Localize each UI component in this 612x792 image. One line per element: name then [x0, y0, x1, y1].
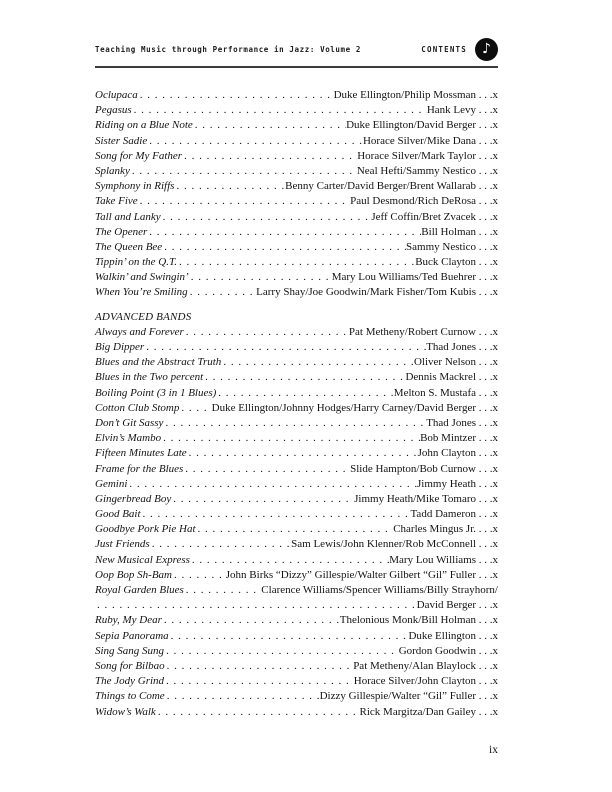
dot-leader: [182, 149, 357, 164]
toc-entry-title: Things to Come: [95, 690, 165, 703]
toc-entry-title: Splanky: [95, 164, 130, 177]
toc-entry-title: Blues and the Abstract Truth: [95, 356, 222, 369]
toc-entry-title: Good Bait: [95, 508, 141, 521]
dot-leader: [147, 134, 363, 149]
toc-entry-page: . . .x: [476, 195, 498, 208]
toc-entry: [95, 446, 498, 461]
toc-entry-page: . . .x: [476, 134, 498, 147]
toc-entry: [95, 401, 498, 416]
toc-entry-title: Just Friends: [95, 538, 150, 551]
dot-leader: [169, 629, 409, 644]
toc-entry-credits: Bill Holman: [421, 225, 476, 238]
dot-leader: [172, 568, 226, 583]
dot-leader: [183, 462, 350, 477]
dot-leader: [141, 507, 411, 522]
dot-leader: [156, 705, 360, 720]
book-title: Teaching Music through Performance in Jazz: Volume 2: [95, 44, 361, 54]
toc-entry: [95, 225, 498, 240]
toc-entry-title: Boiling Point (3 in 1 Blues): [95, 386, 217, 399]
toc-entry-credits: Paul Desmond/Rich DeRosa: [350, 195, 476, 208]
toc-entry-credits: David Berger: [416, 599, 476, 612]
toc-entry-credits: Horace Silver/John Clayton: [353, 675, 476, 688]
dot-leader: [164, 644, 399, 659]
toc-entry-page: . . .x: [476, 104, 498, 117]
toc-entry-credits: Rick Margitza/Dan Gailey: [359, 705, 476, 718]
toc-entry-title: Symphony in Riffs: [95, 180, 175, 193]
toc-entry: [95, 477, 498, 492]
toc-entry: [95, 240, 498, 255]
toc-entry: [95, 340, 498, 355]
dot-leader: [190, 553, 389, 568]
dot-leader: [188, 285, 256, 300]
dot-leader: [150, 537, 291, 552]
toc-entry-page: . . .x: [476, 432, 498, 445]
toc-entry: [95, 134, 498, 149]
toc-entry-credits: Larry Shay/Joe Goodwin/Mark Fisher/Tom Kubis: [256, 286, 476, 299]
dot-leader: [144, 340, 426, 355]
toc-entry-page: . . .x: [476, 401, 498, 414]
toc-entry-credits: Dizzy Gillespie/Walter “Gil” Fuller: [319, 690, 476, 703]
toc-entry-title: The Opener: [95, 225, 148, 238]
toc-entry: [95, 270, 498, 285]
toc-entry-credits: Mary Lou Williams: [389, 553, 476, 566]
toc-entry-credits: Pat Metheny/Robert Curnow: [348, 325, 476, 338]
dot-leader: [184, 583, 262, 598]
toc-entry-credits: Gordon Goodwin: [398, 644, 476, 657]
dot-leader: [179, 401, 211, 416]
dot-leader: [196, 522, 394, 537]
toc-entry-credits: John Clayton: [417, 447, 476, 460]
toc-entry: [95, 255, 498, 270]
toc-entry: [95, 210, 498, 225]
dot-leader: [171, 492, 354, 507]
toc-entry-page: . . .x: [476, 210, 498, 223]
dot-leader: [184, 325, 349, 340]
toc-entry-page: . . .x: [476, 386, 498, 399]
dot-leader: [187, 446, 418, 461]
toc-entry: [95, 492, 498, 507]
dot-leader: [163, 416, 426, 431]
toc-entry-title: Cotton Club Stomp: [95, 401, 180, 414]
toc-entry-page: . . .x: [476, 286, 498, 299]
dot-leader: [162, 613, 340, 628]
toc-entry-page: . . .x: [476, 705, 498, 718]
toc-entry-page: . . .x: [476, 119, 498, 132]
toc-entry-page: . . .x: [476, 690, 498, 703]
dot-leader: [132, 103, 427, 118]
toc-entry: [95, 370, 498, 385]
toc-entry-page: . . .x: [476, 568, 498, 581]
toc-entry-page: . . .x: [476, 644, 498, 657]
toc-entry-page: . . .x: [476, 164, 498, 177]
dot-leader: [161, 210, 372, 225]
toc-entry-page: . . .x: [476, 523, 498, 536]
toc-entry-page: . . .x: [476, 614, 498, 627]
toc-entry-page: . . .x: [476, 599, 498, 612]
toc-entry-credits: Duke Ellington/Johnny Hodges/Harry Carney/David Berger: [211, 401, 476, 414]
toc-entry: [95, 568, 498, 583]
dot-leader: [130, 164, 357, 179]
dot-leader: [127, 477, 417, 492]
toc-entry-title: Blues in the Two percent: [95, 371, 204, 384]
page-number: ix: [489, 744, 498, 756]
toc-entry-title: Ruby, My Dear: [95, 614, 162, 627]
toc-entry-title: Gingerbread Boy: [95, 492, 172, 505]
toc: [95, 88, 498, 720]
toc-entry-credits: Melton S. Mustafa: [393, 386, 476, 399]
toc-entry-credits: Slide Hampton/Bob Curnow: [350, 462, 476, 475]
dot-leader: [138, 194, 350, 209]
toc-entry-title: Sister Sadie: [95, 134, 148, 147]
toc-entry-page: . . .x: [476, 341, 498, 353]
dot-leader: [165, 689, 320, 704]
toc-entry: [95, 689, 498, 704]
dot-leader: [165, 659, 354, 674]
dot-leader: [174, 179, 285, 194]
toc-entry-page: . . .x: [476, 508, 498, 521]
dot-leader: [147, 225, 421, 240]
toc-entry-credits: Sam Lewis/John Klenner/Rob McConnell: [291, 538, 476, 551]
toc-entry-credits: Horace Silver/Mike Dana: [362, 134, 476, 147]
dot-leader: [221, 355, 414, 370]
toc-entry-page: . . .x: [476, 89, 498, 101]
toc-entry-title: Tippin’ on the Q.T.: [95, 256, 178, 269]
toc-entry-title: Oclupaca: [95, 89, 138, 101]
toc-entry-page: . . .x: [476, 271, 498, 284]
toc-entry-page: . . .x: [476, 256, 498, 269]
dot-leader: [95, 598, 417, 613]
toc-entry: [95, 386, 498, 401]
toc-entry: [95, 462, 498, 477]
toc-entry: [95, 629, 498, 644]
toc-entry-title: Fifteen Minutes Late: [95, 447, 187, 460]
toc-entry-page: . . .x: [476, 240, 498, 253]
toc-entry-credits: John Birks “Dizzy” Gillespie/Walter Gilbert “Gil” Fuller: [225, 568, 476, 581]
toc-entry: [95, 149, 498, 164]
toc-entry: [95, 644, 498, 659]
toc-entry-credits: Thelonious Monk/Bill Holman: [339, 614, 476, 627]
running-head-right: [421, 38, 498, 61]
toc-entry-continuation: [95, 598, 498, 613]
toc-entry-credits: Thad Jones: [426, 341, 476, 353]
toc-entry: [95, 507, 498, 522]
toc-entry: [95, 674, 498, 689]
toc-entry-page: . . .x: [476, 477, 498, 490]
toc-entry-credits: Neal Hefti/Sammy Nestico: [356, 164, 476, 177]
toc-entry-title: The Jody Grind: [95, 675, 165, 688]
toc-entry-title: Frame for the Blues: [95, 462, 184, 475]
toc-entry-page: . . .x: [476, 629, 498, 642]
toc-entry-title: Elvin’s Mambo: [95, 432, 162, 445]
toc-entry-credits: Sammy Nestico: [406, 240, 476, 253]
toc-entry-page: . . .x: [476, 149, 498, 162]
toc-entry-title: Riding on a Blue Note: [95, 119, 193, 132]
toc-entry-page: . . .x: [476, 356, 498, 369]
toc-entry: [95, 522, 498, 537]
publisher-logo: [475, 38, 498, 61]
toc-entry-title: Sing Sang Sung: [95, 644, 165, 657]
toc-entry-title: Song for My Father: [95, 149, 183, 162]
toc-entry: [95, 705, 498, 720]
toc-entry-page: . . .x: [476, 553, 498, 566]
toc-entry: [95, 88, 498, 103]
toc-entry-title: New Musical Express: [95, 553, 190, 566]
treble-clef-icon: ♪: [482, 40, 491, 57]
dot-leader: [162, 240, 406, 255]
toc-entry-title: Walkin’ and Swingin’: [95, 271, 189, 284]
toc-entry-credits: Oliver Nelson: [413, 356, 476, 369]
toc-entry-page: . . .x: [476, 447, 498, 460]
toc-entry: [95, 431, 498, 446]
toc-entry-page: . . .x: [476, 538, 498, 551]
toc-entry: [95, 553, 498, 568]
toc-entry-credits: Thad Jones: [426, 416, 476, 429]
toc-entry-credits: Duke Ellington/Philip Mossman: [333, 89, 476, 101]
dot-leader: [189, 270, 332, 285]
toc-entry-credits: Benny Carter/David Berger/Brent Wallarab: [285, 180, 476, 193]
toc-entry-credits: Hank Levy: [426, 104, 476, 117]
toc-entry: [95, 416, 498, 431]
section-heading: ADVANCED BANDS: [95, 310, 192, 323]
toc-entry-title: When You’re Smiling: [95, 286, 188, 299]
dot-leader: [161, 431, 420, 446]
toc-entry-credits: Dennis Mackrel: [405, 371, 476, 384]
toc-entry-page: . . .x: [476, 416, 498, 429]
toc-entry-page: . . .x: [476, 180, 498, 193]
toc-entry-title: Sepia Panorama: [95, 629, 169, 642]
header-divider: [95, 66, 498, 68]
dot-leader: [177, 255, 415, 270]
toc-entry-title: Always and Forever: [95, 325, 184, 338]
toc-entry: [95, 285, 498, 300]
toc-entry-page: . . .x: [476, 371, 498, 384]
toc-entry: [95, 103, 498, 118]
toc-entry-title: Goodbye Pork Pie Hat: [95, 523, 196, 536]
toc-entry-title: Royal Garden Blues: [95, 584, 184, 596]
toc-entry: [95, 164, 498, 179]
toc-entry-credits: Mary Lou Williams/Ted Buehrer: [331, 271, 476, 284]
dot-leader: [138, 88, 334, 103]
toc-entry-title: Pegasus: [95, 104, 132, 117]
toc-entry: [95, 659, 498, 674]
toc-entry-credits: Jeff Coffin/Bret Zvacek: [371, 210, 476, 223]
toc-entry-title: Don’t Git Sassy: [95, 416, 164, 429]
toc-entry-credits: Jimmy Heath: [417, 477, 476, 490]
toc-entry-page: . . .x: [476, 659, 498, 672]
toc-entry-title: Song for Bilbao: [95, 659, 165, 672]
toc-entry-credits: Jimmy Heath/Mike Tomaro: [354, 492, 476, 505]
toc-entry: [95, 537, 498, 552]
toc-entry: [95, 194, 498, 209]
dot-leader: [193, 118, 346, 133]
toc-entry-title: Tall and Lanky: [95, 210, 161, 223]
toc-entry-title: Oop Bop Sh-Bam: [95, 568, 172, 581]
toc-entry-title: Gemini: [95, 477, 128, 490]
toc-entry-credits: Duke Ellington: [408, 629, 476, 642]
contents-label: CONTENTS: [421, 44, 467, 54]
toc-entry-page: . . .x: [476, 675, 498, 688]
toc-entry-credits: Clarence Williams/Spencer Williams/Billy Strayhorn/: [261, 584, 498, 596]
toc-entry-title: Big Dipper: [95, 341, 145, 353]
dot-leader: [203, 370, 405, 385]
toc-entry-credits: Tadd Dameron: [410, 508, 476, 521]
dot-leader: [164, 674, 354, 689]
toc-entry: [95, 325, 498, 340]
toc-entry: [95, 179, 498, 194]
toc-entry: [95, 613, 498, 628]
dot-leader: [216, 386, 394, 401]
toc-entry-credits: Buck Clayton: [415, 256, 476, 269]
toc-entry-title: Widow’s Walk: [95, 705, 156, 718]
toc-entry-page: . . .x: [476, 462, 498, 475]
toc-entry-credits: Duke Ellington/David Berger: [346, 119, 476, 132]
toc-entry-page: . . .x: [476, 325, 498, 338]
toc-entry: [95, 118, 498, 133]
toc-entry-credits: Pat Metheny/Alan Blaylock: [353, 659, 476, 672]
toc-entry-page: . . .x: [476, 492, 498, 505]
toc-entry-credits: Charles Mingus Jr.: [393, 523, 476, 536]
toc-entry-page: . . .x: [476, 225, 498, 238]
toc-entry: [95, 355, 498, 370]
toc-entry-credits: Bob Mintzer: [420, 432, 476, 445]
toc-entry-credits: Horace Silver/Mark Taylor: [357, 149, 476, 162]
running-head: [95, 36, 498, 62]
toc-entry-title: Take Five: [95, 195, 138, 208]
toc-entry-title: The Queen Bee: [95, 240, 163, 253]
toc-entry: [95, 583, 498, 598]
